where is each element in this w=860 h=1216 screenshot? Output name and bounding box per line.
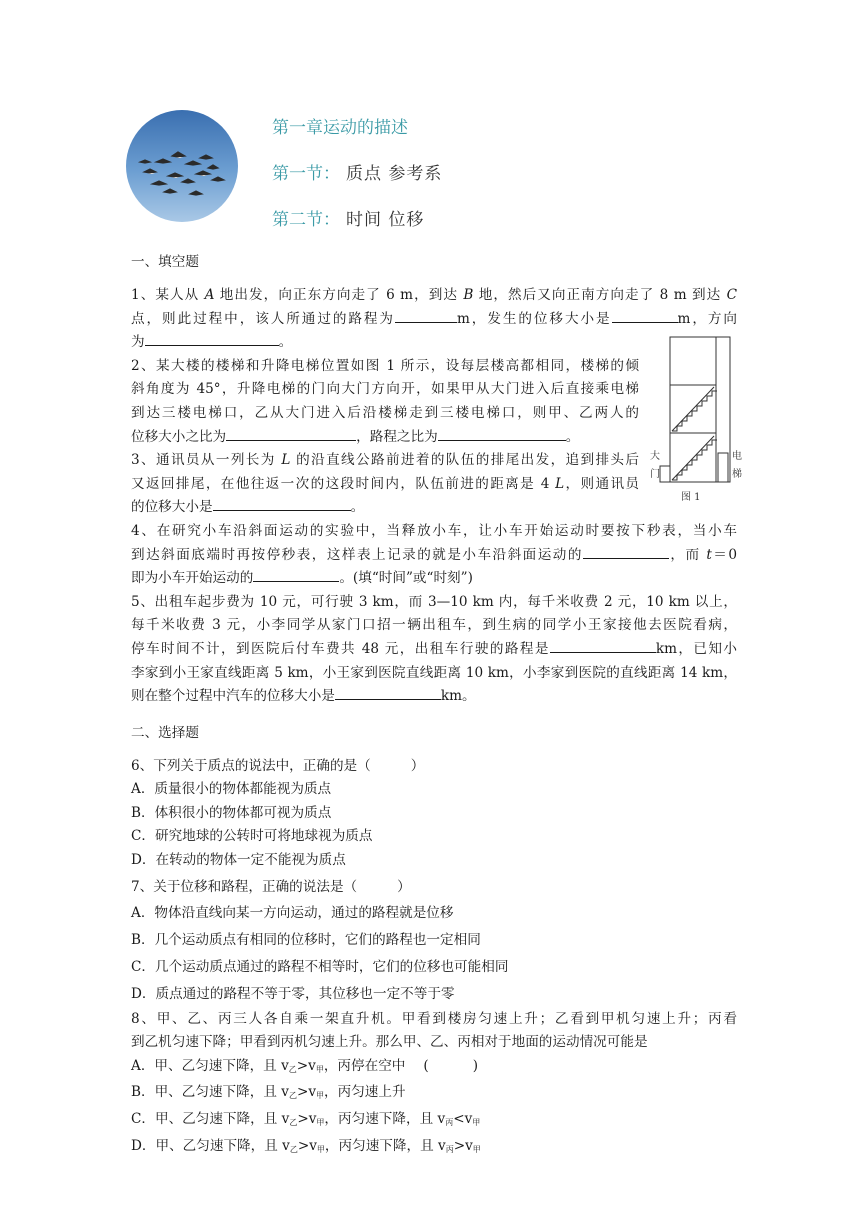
q8-subscript: 乙	[289, 1118, 298, 1128]
q8-subscript: 甲	[316, 1118, 325, 1128]
q4-text: ＝0	[711, 546, 738, 563]
q4-line-3	[131, 567, 737, 591]
q5-text: 停车时间不计，到医院后付车费共 48 元，出租车行驶的路程是	[131, 640, 550, 657]
q1-text: m，方向	[677, 310, 738, 327]
elevator-label-1: 电	[732, 451, 742, 462]
q8-subscript: 乙	[289, 1144, 298, 1154]
q3-line-2	[131, 473, 639, 497]
q8-line-2: 到乙机匀速下降；甲看到丙机匀速上升。那么甲、乙、丙相对于地面的运动情况可能是	[131, 1034, 648, 1051]
q4-time-symbol: t	[706, 546, 712, 563]
birds-in-sky-image	[126, 110, 238, 222]
q8-subscript: 甲	[472, 1144, 481, 1154]
section-1-heading	[272, 158, 442, 204]
q4-line-1: 4、在研究小车沿斜面运动的实验中，当释放小车，让小车开始运动时要按下秒表，当小车	[131, 522, 737, 539]
stairs-elevator-diagram	[644, 335, 744, 505]
q8-option-a[interactable]	[131, 1055, 737, 1082]
q8-text: B．甲、乙匀速下降，且 v	[131, 1084, 289, 1101]
q8-subscript: 乙	[288, 1091, 297, 1101]
q1-line-2	[131, 308, 737, 332]
q5-line-3	[131, 638, 737, 662]
q8-subscript: 甲	[472, 1118, 481, 1128]
q4-text: 即为小车开始运动的	[131, 570, 254, 587]
q5-text: km。	[440, 688, 476, 705]
q6-option-c[interactable]: C．研究地球的公转时可将地球视为质点	[131, 828, 373, 845]
q6-text: 6、下列关于质点的说法中，正确的是（	[131, 757, 371, 774]
q4-blank-2[interactable]	[253, 567, 339, 582]
q1-blank-direction[interactable]	[145, 331, 279, 346]
q3-text: 3、通讯员从一列长为	[131, 452, 282, 469]
q8-text: A．甲、乙匀速下降，且 v	[131, 1057, 289, 1074]
q1-text: 地，然后又向正南方向走了 8 m 到达	[473, 287, 727, 303]
q8-option-c[interactable]	[131, 1108, 737, 1135]
choice-section-title: 二、选择题	[131, 724, 199, 741]
fill-section-title: 一、填空题	[131, 254, 199, 270]
q6-option-d[interactable]: D．在转动的物体一定不能视为质点	[131, 852, 346, 869]
q8-text: ，丙匀速下降，且 v	[324, 1111, 446, 1128]
q8-text: ，丙匀速上升	[324, 1084, 406, 1101]
q1-point-c: C	[726, 287, 737, 303]
question-4	[131, 520, 737, 591]
q3-line-1	[131, 449, 639, 473]
q2-line-3: 到达三楼电梯口，乙从大门进入后沿楼梯走到三楼电梯口，则甲、乙两人的	[131, 404, 639, 421]
question-8	[131, 1008, 737, 1162]
q7-option-d[interactable]: D．质点通过的路程不等于零，其位移也一定不等于零	[131, 985, 455, 1002]
q8-option-d[interactable]	[131, 1135, 737, 1162]
q8-text: >v	[296, 1057, 316, 1074]
chapter-headings	[272, 112, 442, 250]
q4-text: ，而	[668, 546, 707, 563]
q2-text: ，路程之比为	[356, 428, 438, 445]
q6-text: ）	[410, 757, 425, 774]
q8-subscript: 甲	[315, 1064, 324, 1074]
question-6	[131, 755, 737, 873]
q8-text: ，丙停在空中	[323, 1057, 406, 1074]
section-2-text: 时间 位移	[346, 210, 425, 230]
q2-text: 位移大小之比为	[131, 428, 227, 445]
q8-subscript: 乙	[288, 1064, 297, 1074]
q3-text: 的沿直线公路前进着的队伍的排尾出发，追到排头后	[290, 452, 639, 469]
q5-line-1: 5、出租车起步费为 10 元，可行驶 3 km，而 3—10 km 内，每千米收费 2 元，10 km 以上，	[131, 593, 737, 610]
q8-text: ，丙匀速下降，且 v	[324, 1137, 446, 1154]
q5-blank-displacement[interactable]	[335, 685, 441, 700]
q1-text: m，发生的位移大小是	[456, 310, 612, 327]
q1-point-b: B	[463, 287, 474, 303]
q5-line-5	[131, 685, 737, 709]
q4-text: 。(填“时间”或“时刻”)	[339, 570, 473, 587]
q8-option-b[interactable]	[131, 1081, 737, 1108]
q1-text: 地出发，向正东方向走了 6 m，到达	[214, 287, 464, 303]
q3-text: 又返回排尾，在他往返一次的这段时间内，队伍前进的距离是 4	[131, 475, 556, 492]
q3-text: 。	[350, 499, 365, 516]
q8-text: >v	[297, 1137, 317, 1154]
q2-blank-path-ratio[interactable]	[438, 426, 566, 441]
q2-blank-displacement-ratio[interactable]	[226, 426, 356, 441]
q8-subscript: 丙	[445, 1144, 454, 1154]
q6-stem	[131, 755, 737, 779]
q1-text: 为	[131, 334, 145, 351]
q8-answer-paren: (	[423, 1057, 429, 1074]
q7-option-a[interactable]: A．物体沿直线向某一方向运动，通过的路程就是位移	[131, 904, 454, 921]
q4-blank-1[interactable]	[583, 544, 669, 559]
gate-label-1: 大	[650, 451, 660, 462]
q1-point-a: A	[204, 287, 215, 303]
q8-text: D．甲、乙匀速下降，且 v	[131, 1137, 290, 1154]
q3-length-symbol: L	[555, 475, 565, 492]
q5-line-4: 李家到小王家直线距离 5 km，小王家到医院直线距离 10 km，小李家到医院的直线距离 14 km，	[131, 664, 737, 681]
q1-text: 点，则此过程中，该人所通过的路程为	[131, 310, 395, 327]
section-2-heading	[272, 204, 442, 250]
question-5	[131, 591, 737, 709]
q8-text: <v	[453, 1111, 473, 1128]
q8-subscript: 甲	[316, 1144, 325, 1154]
q6-option-b[interactable]: B．体积很小的物体都可视为质点	[131, 804, 332, 821]
q3-text: 的位移大小是	[131, 499, 213, 516]
flying-birds-image	[126, 110, 238, 222]
q1-text: 。	[278, 334, 293, 351]
section-2-prefix: 第二节：	[272, 210, 340, 230]
question-7	[131, 874, 737, 1008]
q8-answer-paren: )	[472, 1057, 479, 1074]
figure-caption: 图 1	[681, 492, 701, 503]
q7-text: 7、关于位移和路程，正确的说法是（	[131, 878, 358, 895]
section-1-prefix: 第一节：	[272, 164, 340, 184]
q3-blank-displacement[interactable]	[213, 496, 351, 511]
q2-line-1: 2、某大楼的楼梯和升降电梯位置如图 1 所示，设每层楼高都相同，楼梯的倾	[131, 357, 639, 374]
q1-text: 1、某人从	[131, 287, 205, 303]
q3-length-symbol: L	[281, 452, 291, 469]
q5-line-2: 每千米收费 3 元，小李同学从家门口招一辆出租车，到生病的同学小王家接他去医院看病，	[131, 617, 737, 634]
q7-stem	[131, 874, 737, 900]
q3-text: ，则通讯员	[564, 475, 640, 492]
building-stairs-figure	[644, 335, 744, 505]
q4-text: 到达斜面底端时再按停秒表，这样表上记录的就是小车沿斜面运动的	[131, 546, 583, 563]
elevator-label-2: 梯	[732, 469, 742, 480]
q8-text: C．甲、乙匀速下降，且 v	[131, 1111, 290, 1128]
q8-subscript: 丙	[445, 1118, 454, 1128]
q7-text: ）	[397, 878, 411, 895]
q2-line-2: 斜角度为 45°，升降电梯的门向大门方向开，如果甲从大门进入后直接乘电梯	[131, 381, 639, 398]
q8-subscript: 甲	[316, 1091, 325, 1101]
q1-blank-displacement[interactable]	[612, 308, 678, 323]
q2-text: 。	[565, 428, 580, 445]
q4-line-2	[131, 544, 737, 568]
section-1-text: 质点 参考系	[346, 164, 443, 184]
q8-text: >v	[453, 1137, 473, 1154]
q8-line-1: 8、甲、乙、丙三人各自乘一架直升机。甲看到楼房匀速上升；乙看到甲机匀速上升；丙看	[131, 1010, 737, 1027]
q7-option-c[interactable]: C．几个运动质点通过的路程不相等时，它们的位移也可能相同	[131, 958, 509, 975]
q5-blank-distance[interactable]	[550, 638, 656, 653]
q1-blank-path[interactable]	[395, 308, 457, 323]
q6-option-a[interactable]: A．质量很小的物体都能视为质点	[131, 781, 332, 798]
q1-line-1	[131, 284, 737, 308]
q8-text: >v	[297, 1111, 317, 1128]
chapter-title: 第一章运动的描述	[272, 118, 408, 138]
q7-option-b[interactable]: B．几个运动质点有相同的位移时，它们的路程也一定相同	[131, 931, 481, 948]
gate-label-2: 门	[650, 469, 660, 480]
q5-text: 则在整个过程中汽车的位移大小是	[131, 688, 335, 705]
q8-text: >v	[296, 1084, 317, 1101]
q5-text: km，已知小	[655, 640, 737, 657]
